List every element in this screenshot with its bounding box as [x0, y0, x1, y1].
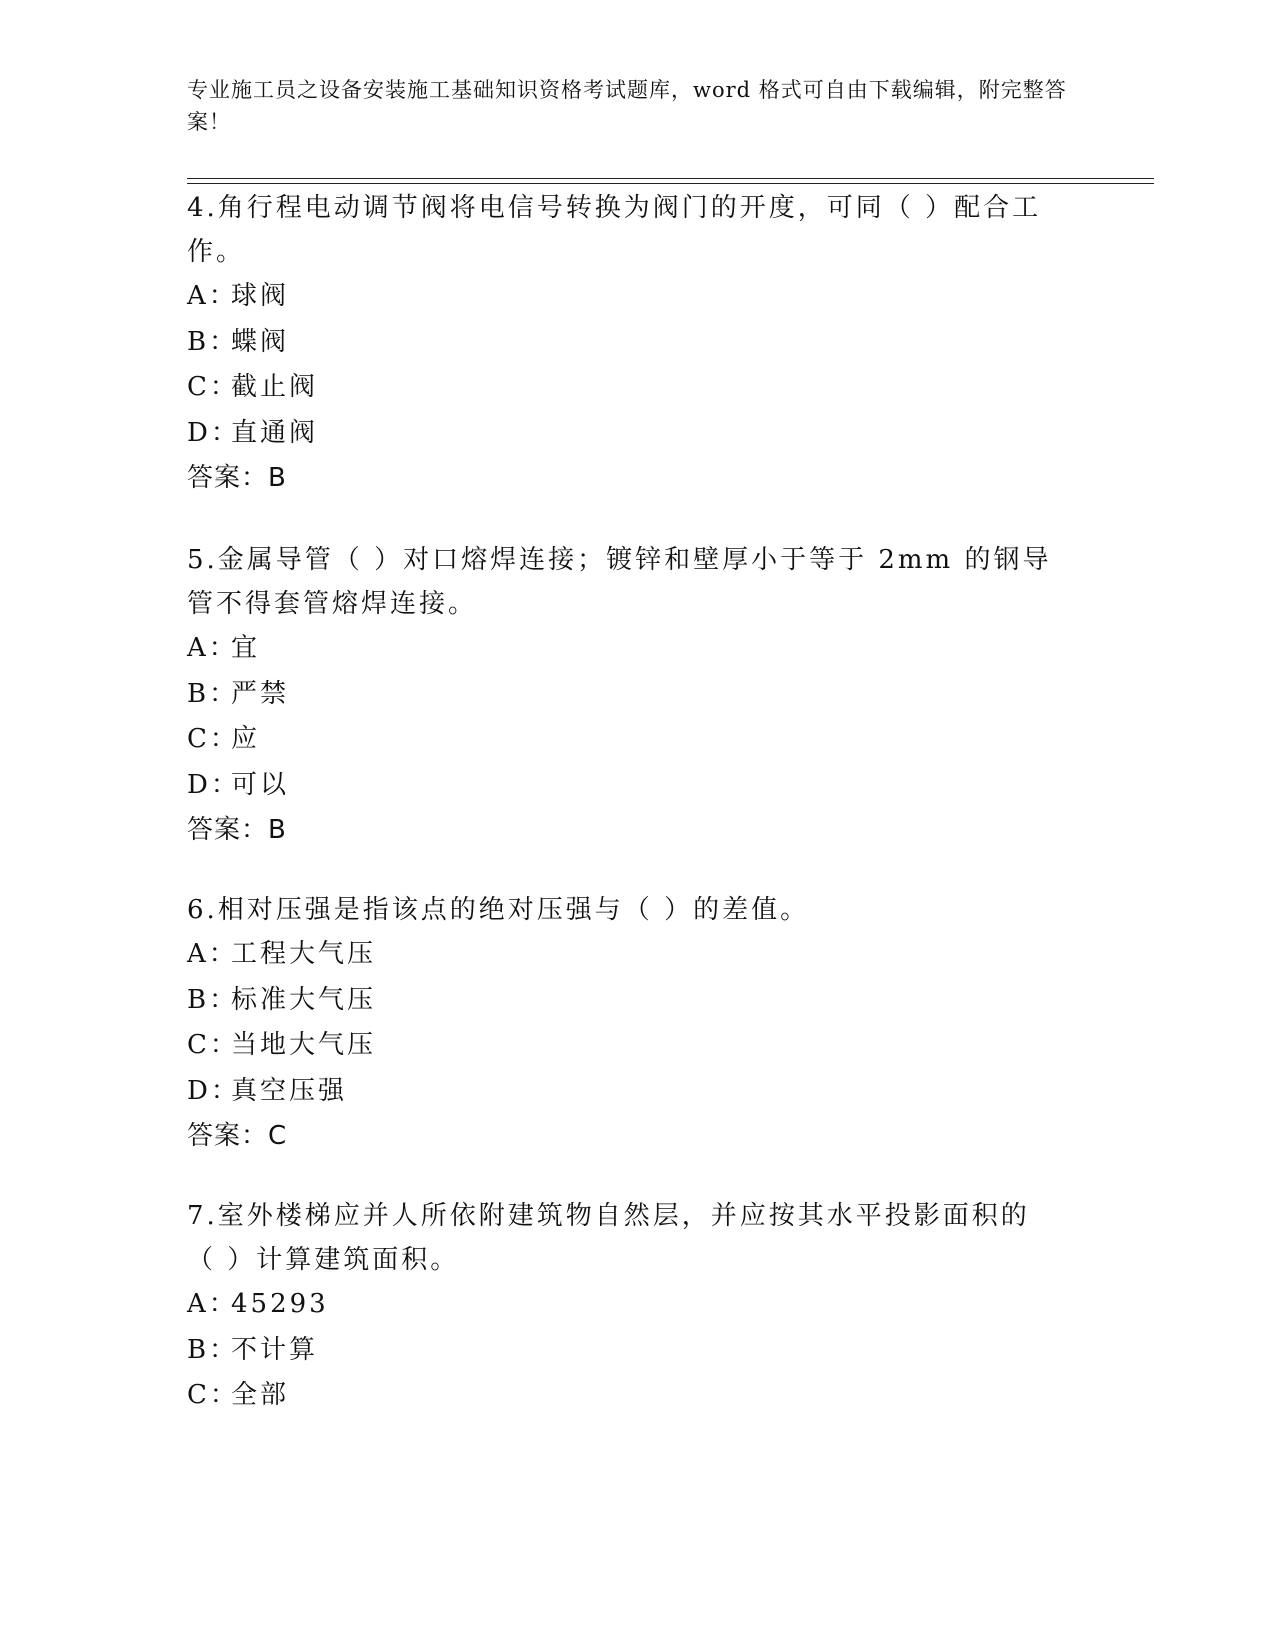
option-text: 当地大气压 [231, 1030, 377, 1060]
option-key: C： [187, 1380, 239, 1410]
option-text: 严禁 [231, 678, 290, 709]
question-5 [187, 538, 1087, 852]
option-a [187, 626, 1087, 672]
option-text: 标准大气压 [231, 984, 377, 1015]
option-c [187, 1373, 1087, 1419]
option-text: 直通阀 [231, 417, 319, 448]
option-key: C： [187, 372, 239, 402]
option-text: 不计算 [231, 1334, 319, 1365]
option-text: 应 [231, 724, 261, 754]
answer-line: 答案：B [187, 463, 287, 493]
option-a [187, 1282, 1087, 1328]
option-b [187, 672, 1087, 718]
header-divider-bottom [187, 183, 1154, 184]
question-6 [187, 888, 1087, 1158]
option-text: 宜 [231, 633, 261, 663]
option-key: D： [187, 1075, 240, 1106]
option-text: 截止阀 [231, 372, 319, 402]
option-text: 可以 [231, 769, 290, 800]
option-text: 工程大气压 [231, 939, 377, 969]
option-key: C： [187, 724, 239, 754]
option-text: 球阀 [231, 281, 290, 311]
option-text: 45293 [231, 1289, 329, 1319]
option-key: D： [187, 769, 240, 800]
question-text: 6.相对压强是指该点的绝对压强与（ ）的差值。 [187, 895, 810, 925]
option-c [187, 365, 1087, 411]
question-text: 5.金属导管（ ）对口熔焊连接；镀锌和壁厚小于等于 2mm 的钢导管不得套管熔焊连接。 [187, 545, 1052, 619]
option-key: A： [187, 939, 238, 969]
question-text: 4.角行程电动调节阀将电信号转换为阀门的开度，可同（ ）配合工作。 [187, 193, 1042, 267]
option-key: B： [187, 326, 239, 357]
option-b [187, 978, 1087, 1024]
option-key: C： [187, 1030, 239, 1060]
option-d [187, 1069, 1087, 1115]
option-key: D： [187, 417, 240, 448]
answer-line: 答案：C [187, 1121, 288, 1151]
document-header: 专业施工员之设备安装施工基础知识资格考试题库，word 格式可自由下载编辑，附完整答案！ [187, 78, 1067, 134]
option-key: A： [187, 281, 238, 311]
option-d [187, 763, 1087, 809]
option-a [187, 932, 1087, 978]
option-text: 全部 [231, 1380, 290, 1410]
option-key: A： [187, 1289, 238, 1319]
option-c [187, 1023, 1087, 1069]
answer-line: 答案：B [187, 815, 287, 845]
option-key: B： [187, 678, 239, 709]
option-key: B： [187, 984, 239, 1015]
option-d [187, 411, 1087, 457]
option-c [187, 717, 1087, 763]
option-key: A： [187, 633, 238, 663]
header-divider-top [187, 178, 1154, 179]
option-text: 蝶阀 [231, 326, 290, 357]
option-text: 真空压强 [231, 1075, 348, 1106]
option-b [187, 1328, 1087, 1374]
option-a [187, 274, 1087, 320]
option-b [187, 320, 1087, 366]
option-key: B： [187, 1334, 239, 1365]
question-7 [187, 1194, 1087, 1419]
question-4 [187, 186, 1087, 500]
question-text: 7.室外楼梯应并人所依附建筑物自然层，并应按其水平投影面积的（ ）计算建筑面积。 [187, 1201, 1030, 1275]
